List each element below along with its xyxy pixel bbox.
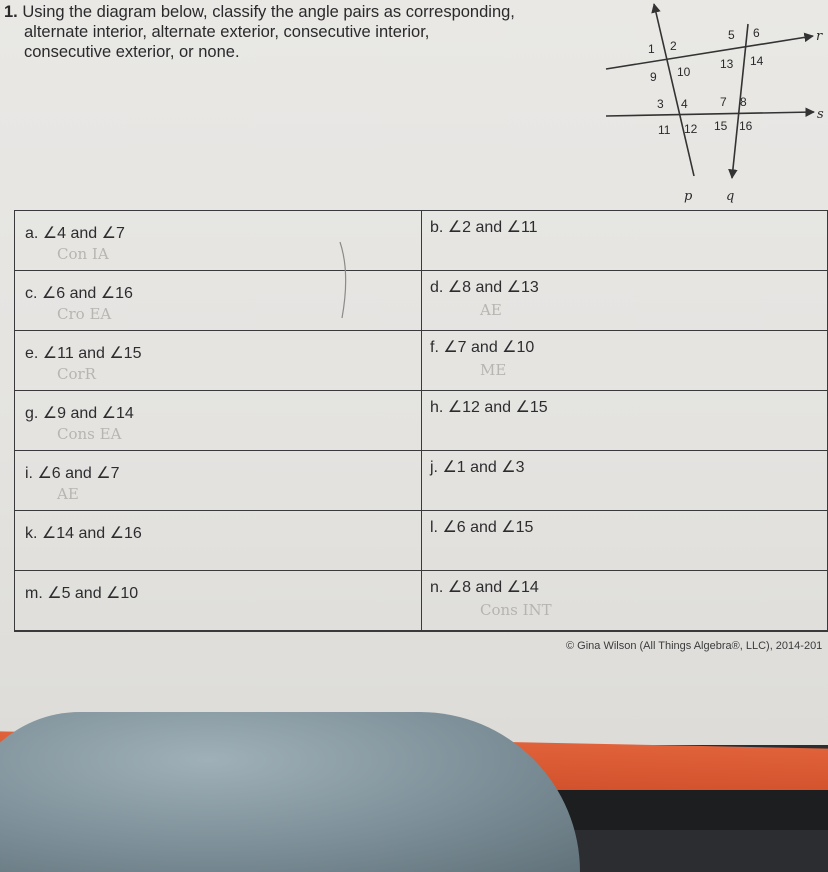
item-f-label: f. ∠7 and ∠10 bbox=[430, 339, 535, 356]
angle-8-label: 8 bbox=[740, 95, 747, 109]
cell-f[interactable] bbox=[422, 331, 827, 391]
item-j-label: j. ∠1 and ∠3 bbox=[430, 459, 525, 476]
line-q-label: q bbox=[726, 189, 735, 204]
question-line-2: alternate interior, alternate exterior, consecutive interior, bbox=[24, 23, 430, 41]
cell-i[interactable] bbox=[15, 451, 422, 511]
cell-m[interactable] bbox=[15, 571, 422, 631]
item-d-handwriting: AE bbox=[480, 301, 502, 319]
angle-6-label: 6 bbox=[753, 26, 760, 40]
item-g-handwriting: Cons EA bbox=[57, 425, 122, 443]
cell-b[interactable] bbox=[422, 211, 827, 271]
angle-16-label: 16 bbox=[739, 119, 753, 133]
angle-5-label: 5 bbox=[728, 28, 735, 42]
line-p-label: p bbox=[684, 189, 693, 204]
item-e-label: e. ∠11 and ∠15 bbox=[25, 345, 142, 362]
line-s bbox=[606, 112, 814, 116]
angle-2-label: 2 bbox=[670, 39, 677, 53]
angle-10-label: 10 bbox=[677, 65, 691, 79]
line-p bbox=[654, 4, 694, 176]
angle-1-label: 1 bbox=[648, 42, 655, 56]
cell-a[interactable] bbox=[15, 211, 422, 271]
item-i-handwriting: AE bbox=[57, 485, 79, 503]
question-line-1: Using the diagram below, classify the angle pairs as corresponding, bbox=[22, 3, 515, 21]
transversal-diagram bbox=[598, 0, 828, 210]
angle-3-label: 3 bbox=[657, 97, 664, 111]
angle-9-label: 9 bbox=[650, 70, 657, 84]
angle-14-label: 14 bbox=[750, 54, 764, 68]
item-l-label: l. ∠6 and ∠15 bbox=[430, 519, 534, 536]
line-r-label: r bbox=[816, 29, 823, 44]
cell-g[interactable] bbox=[15, 391, 422, 451]
question-line-3: consecutive exterior, or none. bbox=[24, 43, 240, 61]
item-i-label: i. ∠6 and ∠7 bbox=[25, 465, 120, 482]
item-m-label: m. ∠5 and ∠10 bbox=[25, 585, 139, 602]
angle-pairs-table bbox=[14, 210, 828, 632]
line-r bbox=[606, 36, 813, 69]
cell-n[interactable] bbox=[422, 571, 827, 631]
cell-d[interactable] bbox=[422, 271, 827, 331]
item-a-label: a. ∠4 and ∠7 bbox=[25, 225, 125, 242]
angle-4-label: 4 bbox=[681, 97, 688, 111]
cell-h[interactable] bbox=[422, 391, 827, 451]
angle-12-label: 12 bbox=[684, 122, 698, 136]
item-n-handwriting: Cons INT bbox=[480, 601, 552, 619]
item-c-handwriting: Cro EA bbox=[57, 305, 112, 323]
item-c-label: c. ∠6 and ∠16 bbox=[25, 285, 133, 302]
item-e-handwriting: CorR bbox=[57, 365, 96, 383]
cell-k[interactable] bbox=[15, 511, 422, 571]
item-a-handwriting: Con IA bbox=[57, 245, 109, 263]
item-h-label: h. ∠12 and ∠15 bbox=[430, 399, 548, 416]
question-number: 1. bbox=[4, 3, 18, 21]
copyright-notice: © Gina Wilson (All Things Algebra®, LLC), 2014-201 bbox=[566, 640, 823, 652]
cell-l[interactable] bbox=[422, 511, 827, 571]
cell-c[interactable] bbox=[15, 271, 422, 331]
item-k-label: k. ∠14 and ∠16 bbox=[25, 525, 142, 542]
item-g-label: g. ∠9 and ∠14 bbox=[25, 405, 134, 422]
angle-13-label: 13 bbox=[720, 57, 734, 71]
line-s-label: s bbox=[817, 107, 824, 122]
angle-15-label: 15 bbox=[714, 119, 728, 133]
pencil-mark bbox=[330, 240, 360, 320]
angle-11-label: 11 bbox=[658, 123, 671, 137]
item-d-label: d. ∠8 and ∠13 bbox=[430, 279, 539, 296]
item-n-label: n. ∠8 and ∠14 bbox=[430, 579, 539, 596]
item-f-handwriting: ME bbox=[480, 361, 507, 379]
cell-j[interactable] bbox=[422, 451, 827, 511]
sleeve-fabric bbox=[0, 712, 580, 872]
question-text bbox=[4, 2, 599, 62]
cell-e[interactable] bbox=[15, 331, 422, 391]
item-b-label: b. ∠2 and ∠11 bbox=[430, 219, 538, 236]
angle-7-label: 7 bbox=[720, 95, 727, 109]
